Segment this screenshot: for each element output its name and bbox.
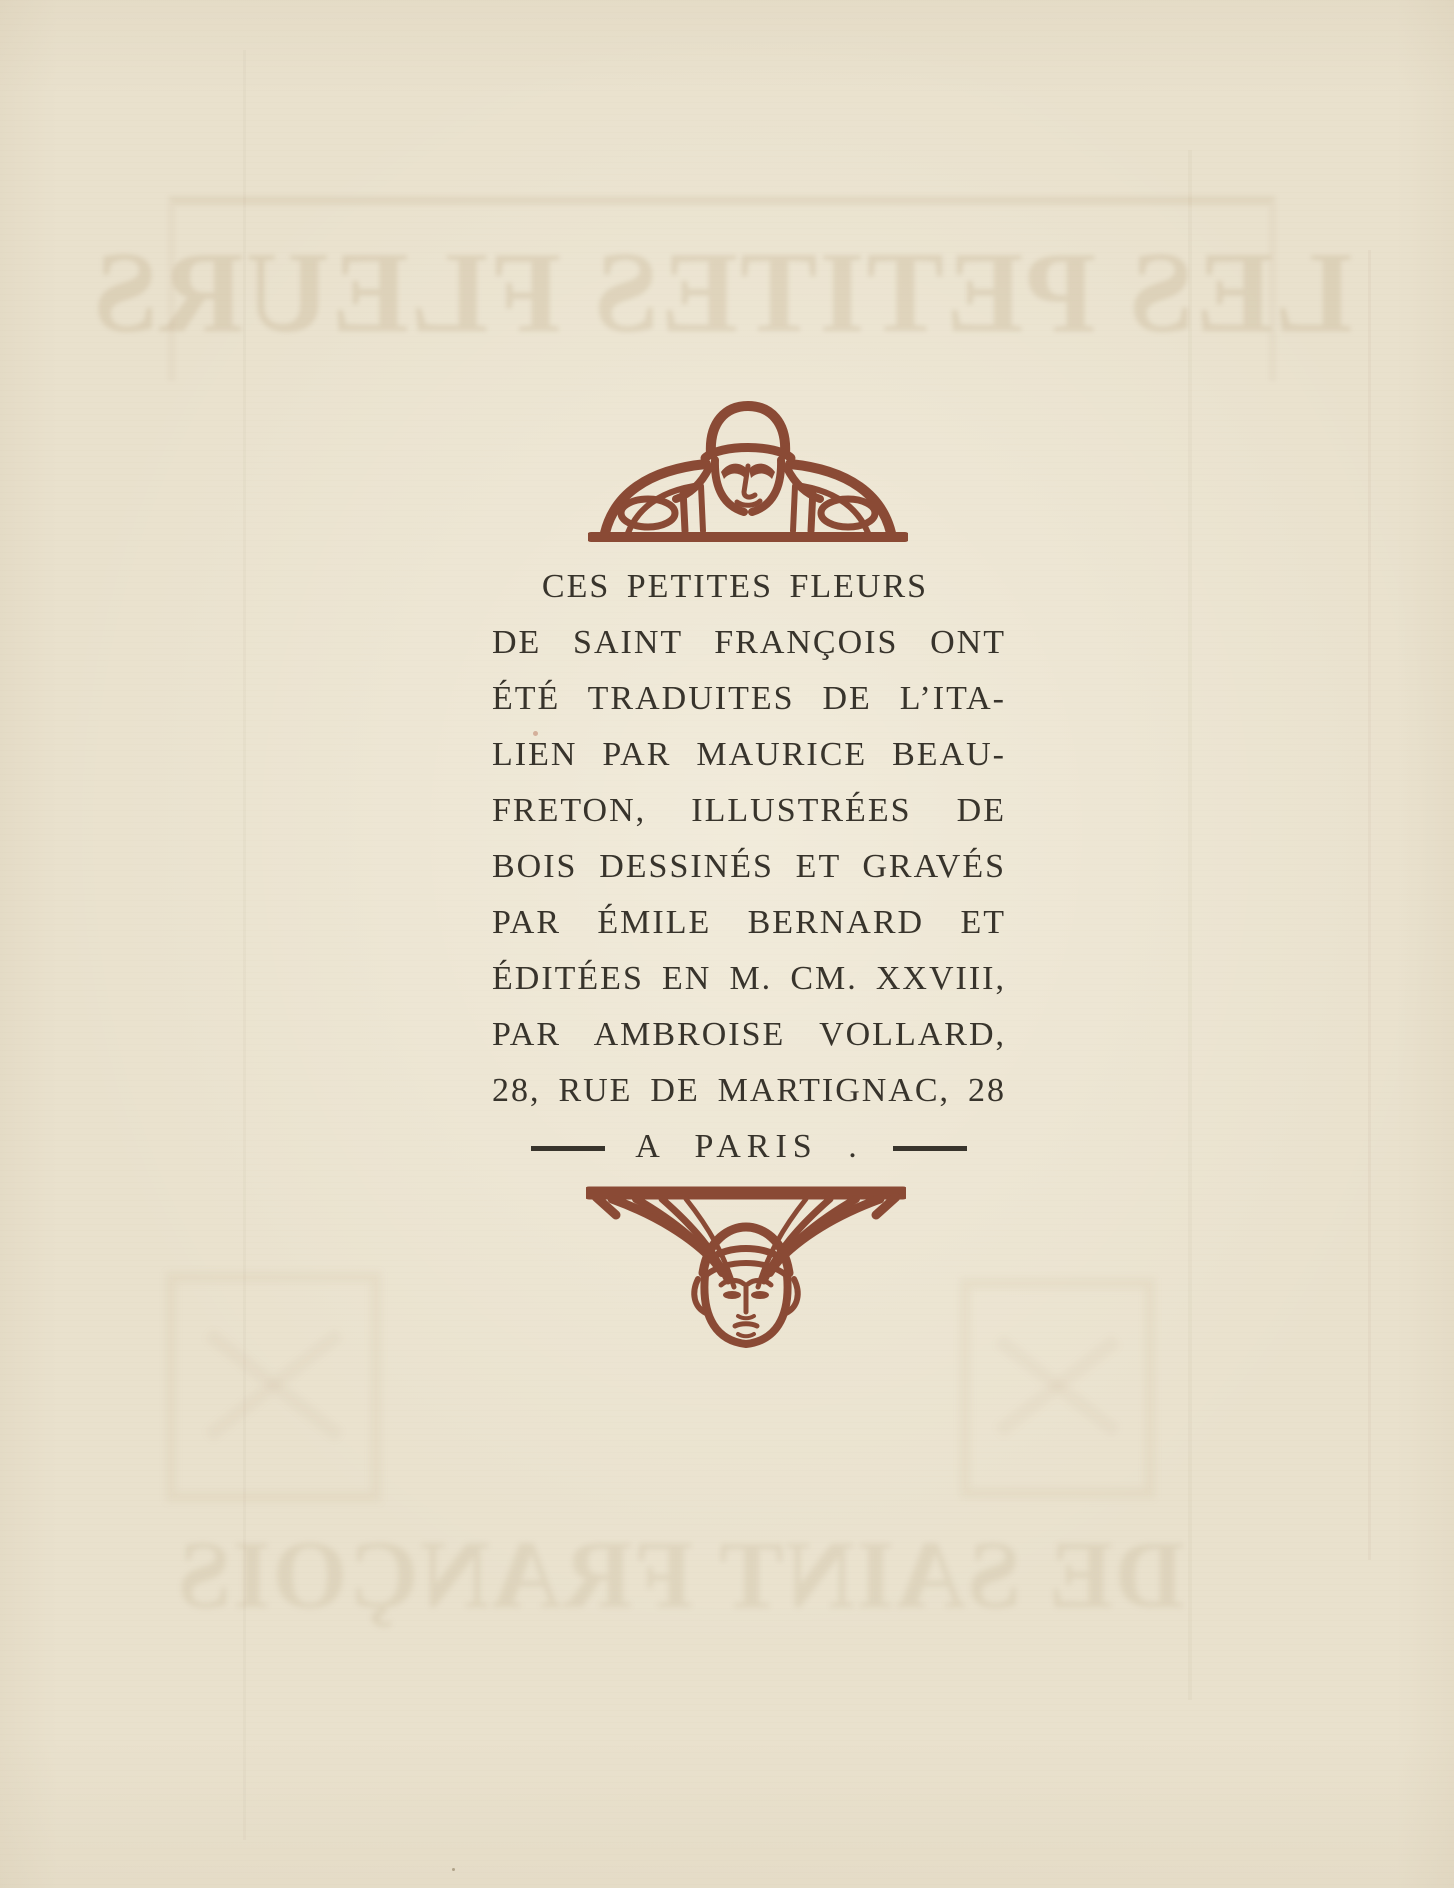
colophon-line: 28, RUE DE MARTIGNAC, 28: [492, 1072, 1006, 1109]
colophon-line: ÉDITÉES EN M. CM. XXVIII,: [492, 960, 1006, 997]
show-through-vignette-left: [166, 1272, 381, 1502]
colophon-line: DE SAINT FRANÇOIS ONT: [492, 624, 1006, 661]
rule-right: [893, 1146, 967, 1151]
colophon-closing-line: [492, 1119, 1006, 1175]
colophon-line: PAR AMBROISE VOLLARD,: [492, 1016, 1006, 1053]
paper-streak: [1188, 150, 1192, 1700]
colophon-line: PAR ÉMILE BERNARD ET: [492, 904, 1006, 941]
colophon-line: CES PETITES FLEURS: [541, 568, 929, 605]
colophon-justified-lines: [492, 615, 1006, 1119]
rule-left: [531, 1146, 605, 1151]
monk-woodcut-ornament: [588, 396, 908, 542]
winged-head-woodcut-ornament: [586, 1181, 906, 1351]
show-through-vignette-right: [960, 1278, 1155, 1498]
show-through-subtitle-ghost: DE SAINT FRANÇOIS: [175, 1520, 1185, 1628]
closing-line-text: A PARIS .: [635, 1128, 863, 1165]
colophon-line: ÉTÉ TRADUITES DE L’ITA-: [492, 680, 1006, 717]
colophon: [492, 559, 1006, 1175]
colophon-line: LIEN PAR MAURICE BEAU-: [492, 736, 1006, 773]
colophon-line: BOIS DESSINÉS ET GRAVÉS: [492, 848, 1006, 885]
paper-streak: [1368, 250, 1371, 1560]
show-through-title-ghost: LES PETITES FLEURS: [168, 196, 1276, 381]
paper-speck: [452, 1868, 455, 1871]
colophon-line: FRETON, ILLUSTRÉES DE: [492, 792, 1006, 829]
paper-streak: [243, 50, 246, 1840]
